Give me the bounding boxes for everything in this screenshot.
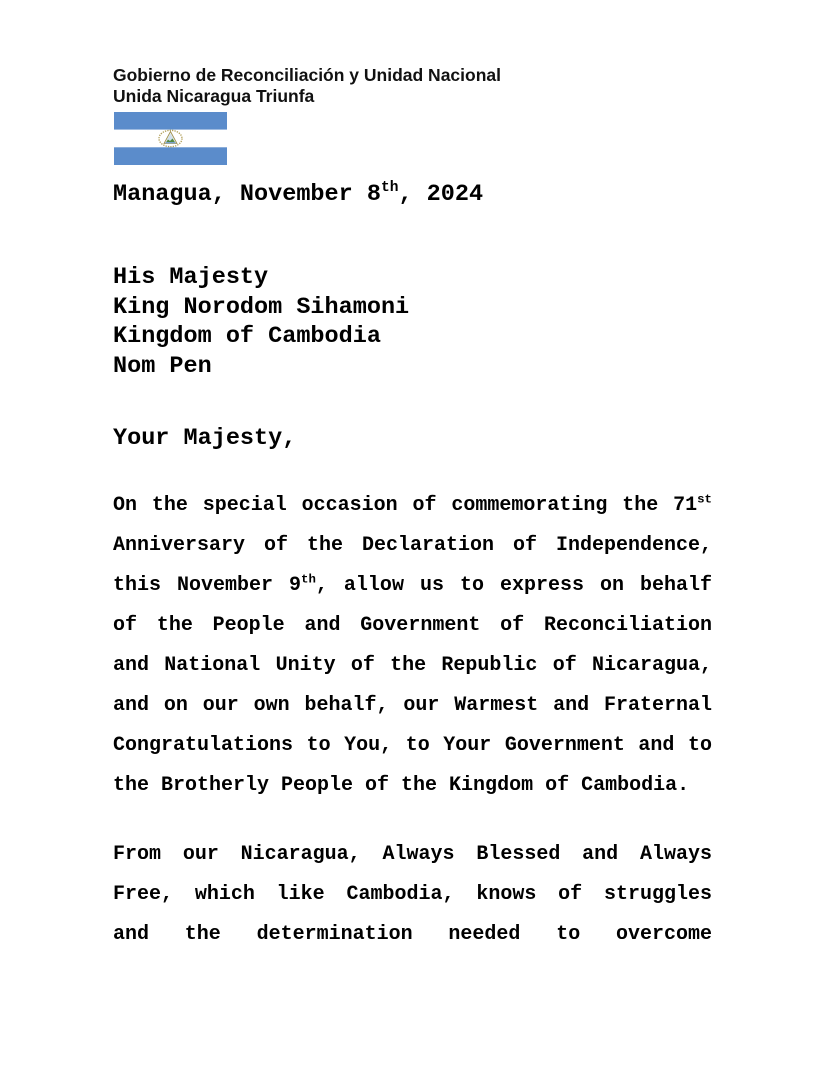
body-line <box>113 875 712 915</box>
text-segment: Congratulations to You, to Your Government and to <box>113 734 712 757</box>
text-segment: and on our own behalf, our Warmest and Fraternal <box>113 694 712 717</box>
text-segment: , allow us to express on behalf <box>315 574 713 597</box>
body-line <box>113 566 712 606</box>
text-segment: Managua, November 8 <box>113 181 381 208</box>
text-segment: Free, which like Cambodia, knows of struggles <box>113 883 712 906</box>
superscript-ordinal: st <box>697 492 712 507</box>
body-line <box>113 915 712 955</box>
flag-stripe-top <box>114 112 227 130</box>
body-line <box>113 835 712 875</box>
letterhead-line-1: Gobierno de Reconciliación y Unidad Nacional <box>113 65 501 85</box>
text-segment: From our Nicaragua, Always Blessed and Always <box>113 843 712 866</box>
text-segment: Anniversary of the Declaration of Independence, <box>113 534 712 557</box>
recipient-block <box>113 263 409 381</box>
body-line <box>113 766 712 806</box>
text-segment: the Brotherly People of the Kingdom of Cambodia. <box>113 774 690 797</box>
salutation: Your Majesty, <box>113 425 297 452</box>
text-segment: and National Unity of the Republic of Nicaragua, <box>113 654 712 677</box>
body-line <box>113 606 712 646</box>
text-segment: On the special occasion of commemorating the 71 <box>113 494 698 517</box>
text-segment: , 2024 <box>398 181 484 208</box>
body-line <box>113 686 712 726</box>
text-segment: and the determination needed to overcome <box>113 923 712 946</box>
body-line <box>113 646 712 686</box>
recipient-name: King Norodom Sihamoni <box>113 293 410 321</box>
superscript-ordinal: th <box>380 180 399 197</box>
recipient-country: Kingdom of Cambodia <box>113 323 381 350</box>
body-paragraph-2 <box>113 835 712 955</box>
nicaragua-flag-icon <box>114 112 227 165</box>
recipient-title: His Majesty <box>113 264 269 291</box>
body-paragraph-1 <box>113 486 712 806</box>
body-line <box>113 526 712 566</box>
body-line <box>113 726 712 766</box>
letterhead-line-2: Unida Nicaragua Triunfa <box>113 86 315 106</box>
flag-stripe-bottom <box>114 147 227 165</box>
letterhead <box>113 65 501 107</box>
recipient-city: Nom Pen <box>113 352 212 380</box>
text-segment: of the People and Government of Reconciliation <box>113 614 712 637</box>
date-line <box>113 180 483 210</box>
superscript-ordinal: th <box>301 572 316 587</box>
body-line <box>113 486 712 526</box>
text-segment: this November 9 <box>113 574 302 597</box>
